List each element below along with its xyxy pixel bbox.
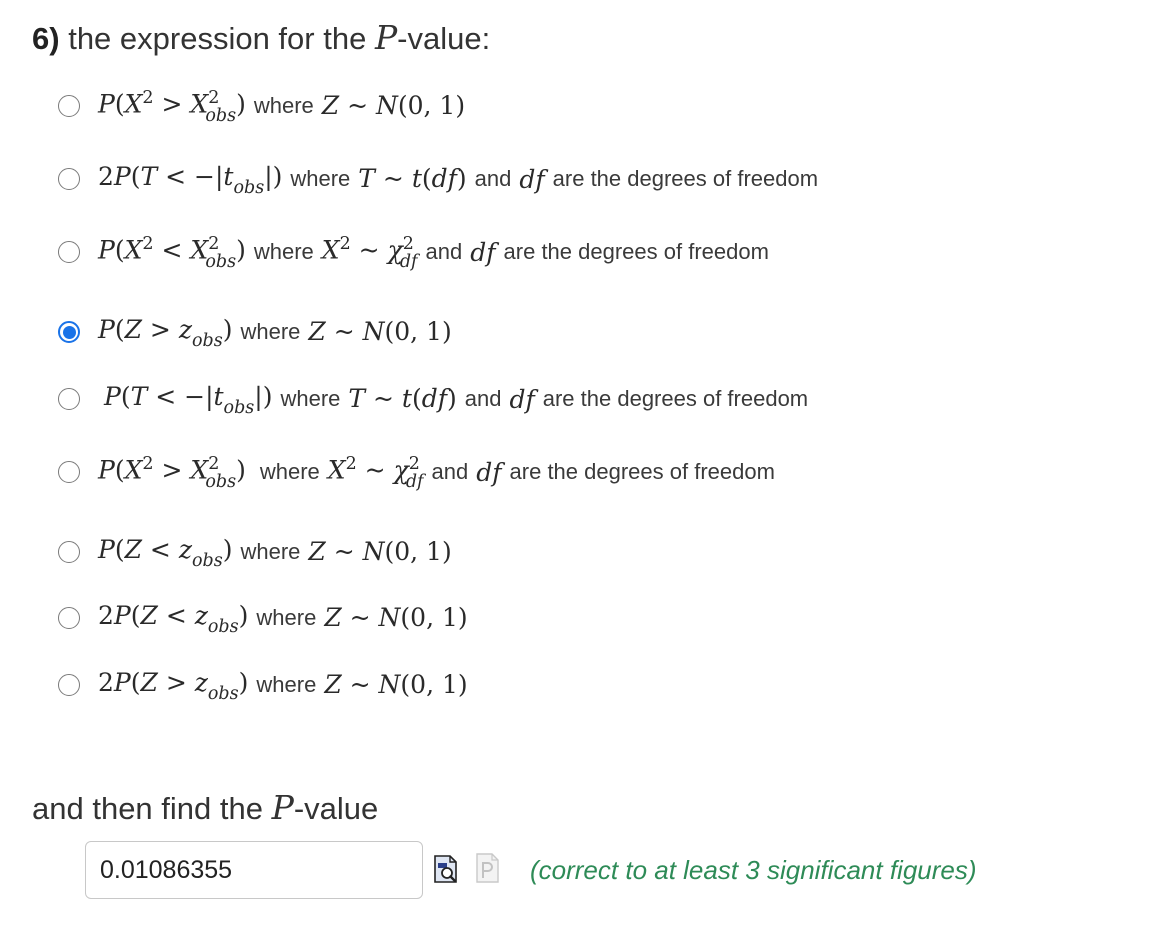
- option-text: are the degrees of freedom: [503, 239, 769, 264]
- option-row[interactable]: [58, 532, 452, 572]
- option-radio[interactable]: [58, 461, 80, 483]
- option-row[interactable]: [58, 159, 818, 199]
- option-row[interactable]: [58, 452, 775, 492]
- option-expression: $P(X^2 > X^2_{obs})$: [98, 88, 246, 126]
- option-radio-checked[interactable]: [58, 321, 80, 343]
- option-math: df: [470, 237, 496, 267]
- option-radio[interactable]: [58, 388, 80, 410]
- option-radio[interactable]: [58, 241, 80, 263]
- feedback-text: (correct to at least 3 significant figures): [530, 855, 977, 885]
- option-text: and: [464, 386, 502, 411]
- option-radio[interactable]: [58, 607, 80, 629]
- option-radio[interactable]: [58, 541, 80, 563]
- option-math: T ~ t(df): [358, 164, 467, 193]
- question-prompt: [32, 18, 490, 57]
- option-expression: $2P(Z < z_{obs})$: [98, 601, 249, 637]
- pvalue-answer-input[interactable]: [85, 841, 423, 899]
- option-math: Z ~ N(0, 1): [308, 317, 452, 346]
- question-number: 6): [32, 21, 60, 56]
- find-text-before: and then find the: [32, 791, 263, 826]
- option-text: and: [474, 166, 512, 191]
- option-radio[interactable]: [58, 168, 80, 190]
- question-text-after: -value:: [397, 21, 491, 56]
- option-math: df: [509, 384, 535, 414]
- find-text-after: -value: [293, 791, 379, 826]
- option-text: where: [259, 459, 320, 484]
- option-text: are the degrees of freedom: [552, 166, 819, 191]
- option-radio[interactable]: [58, 674, 80, 696]
- option-expression: $P(Z < z_{obs})$: [98, 535, 233, 571]
- option-text: where: [253, 239, 314, 264]
- option-text: where: [253, 93, 314, 118]
- option-expression: $2P(T < -|t_{obs}|)$: [98, 162, 283, 198]
- radio-dot: [63, 326, 76, 339]
- option-text: where: [240, 539, 301, 564]
- option-row[interactable]: [58, 665, 468, 705]
- find-pvalue-label: [32, 788, 378, 827]
- option-text: where: [290, 166, 351, 191]
- option-expression: $P(X^2 < X^2_{obs})$: [98, 234, 246, 272]
- option-row[interactable]: [58, 86, 465, 126]
- option-text: are the degrees of freedom: [542, 386, 809, 411]
- option-row[interactable]: [58, 232, 769, 272]
- option-math: T ~ t(df): [348, 384, 457, 413]
- preview-icon[interactable]: [433, 854, 459, 889]
- option-row[interactable]: [58, 598, 468, 638]
- option-math: $X^2$ ~ $\chi^2_{df}$: [327, 454, 424, 492]
- option-math: Z ~ N(0, 1): [324, 603, 468, 632]
- option-text: where: [256, 672, 317, 697]
- option-math: df: [476, 457, 502, 487]
- option-text: where: [256, 605, 317, 630]
- option-row[interactable]: [58, 379, 808, 419]
- option-text: and: [431, 459, 469, 484]
- option-text: where: [280, 386, 341, 411]
- option-math: Z ~ N(0, 1): [324, 670, 468, 699]
- option-expression: $2P(Z > z_{obs})$: [98, 668, 249, 704]
- option-row-selected[interactable]: [58, 312, 452, 352]
- question-text-before: the expression for the: [68, 21, 367, 56]
- option-radio[interactable]: [58, 95, 80, 117]
- option-text: where: [240, 319, 301, 344]
- option-text: and: [425, 239, 463, 264]
- option-math: df: [519, 164, 545, 194]
- option-text: are the degrees of freedom: [509, 459, 775, 484]
- option-expression: $P(T < -|t_{obs}|)$: [104, 382, 273, 418]
- option-expression: $P(Z > z_{obs})$: [98, 315, 233, 351]
- option-math: Z ~ N(0, 1): [321, 91, 466, 120]
- p-icon[interactable]: [474, 852, 500, 889]
- option-expression: $P(X^2 > X^2_{obs})$: [98, 454, 246, 492]
- option-math: $X^2$ ~ $\chi^2_{df}$: [321, 234, 418, 272]
- p-symbol: P: [374, 18, 398, 57]
- p-symbol: P: [271, 788, 294, 827]
- option-math: Z ~ N(0, 1): [308, 537, 452, 566]
